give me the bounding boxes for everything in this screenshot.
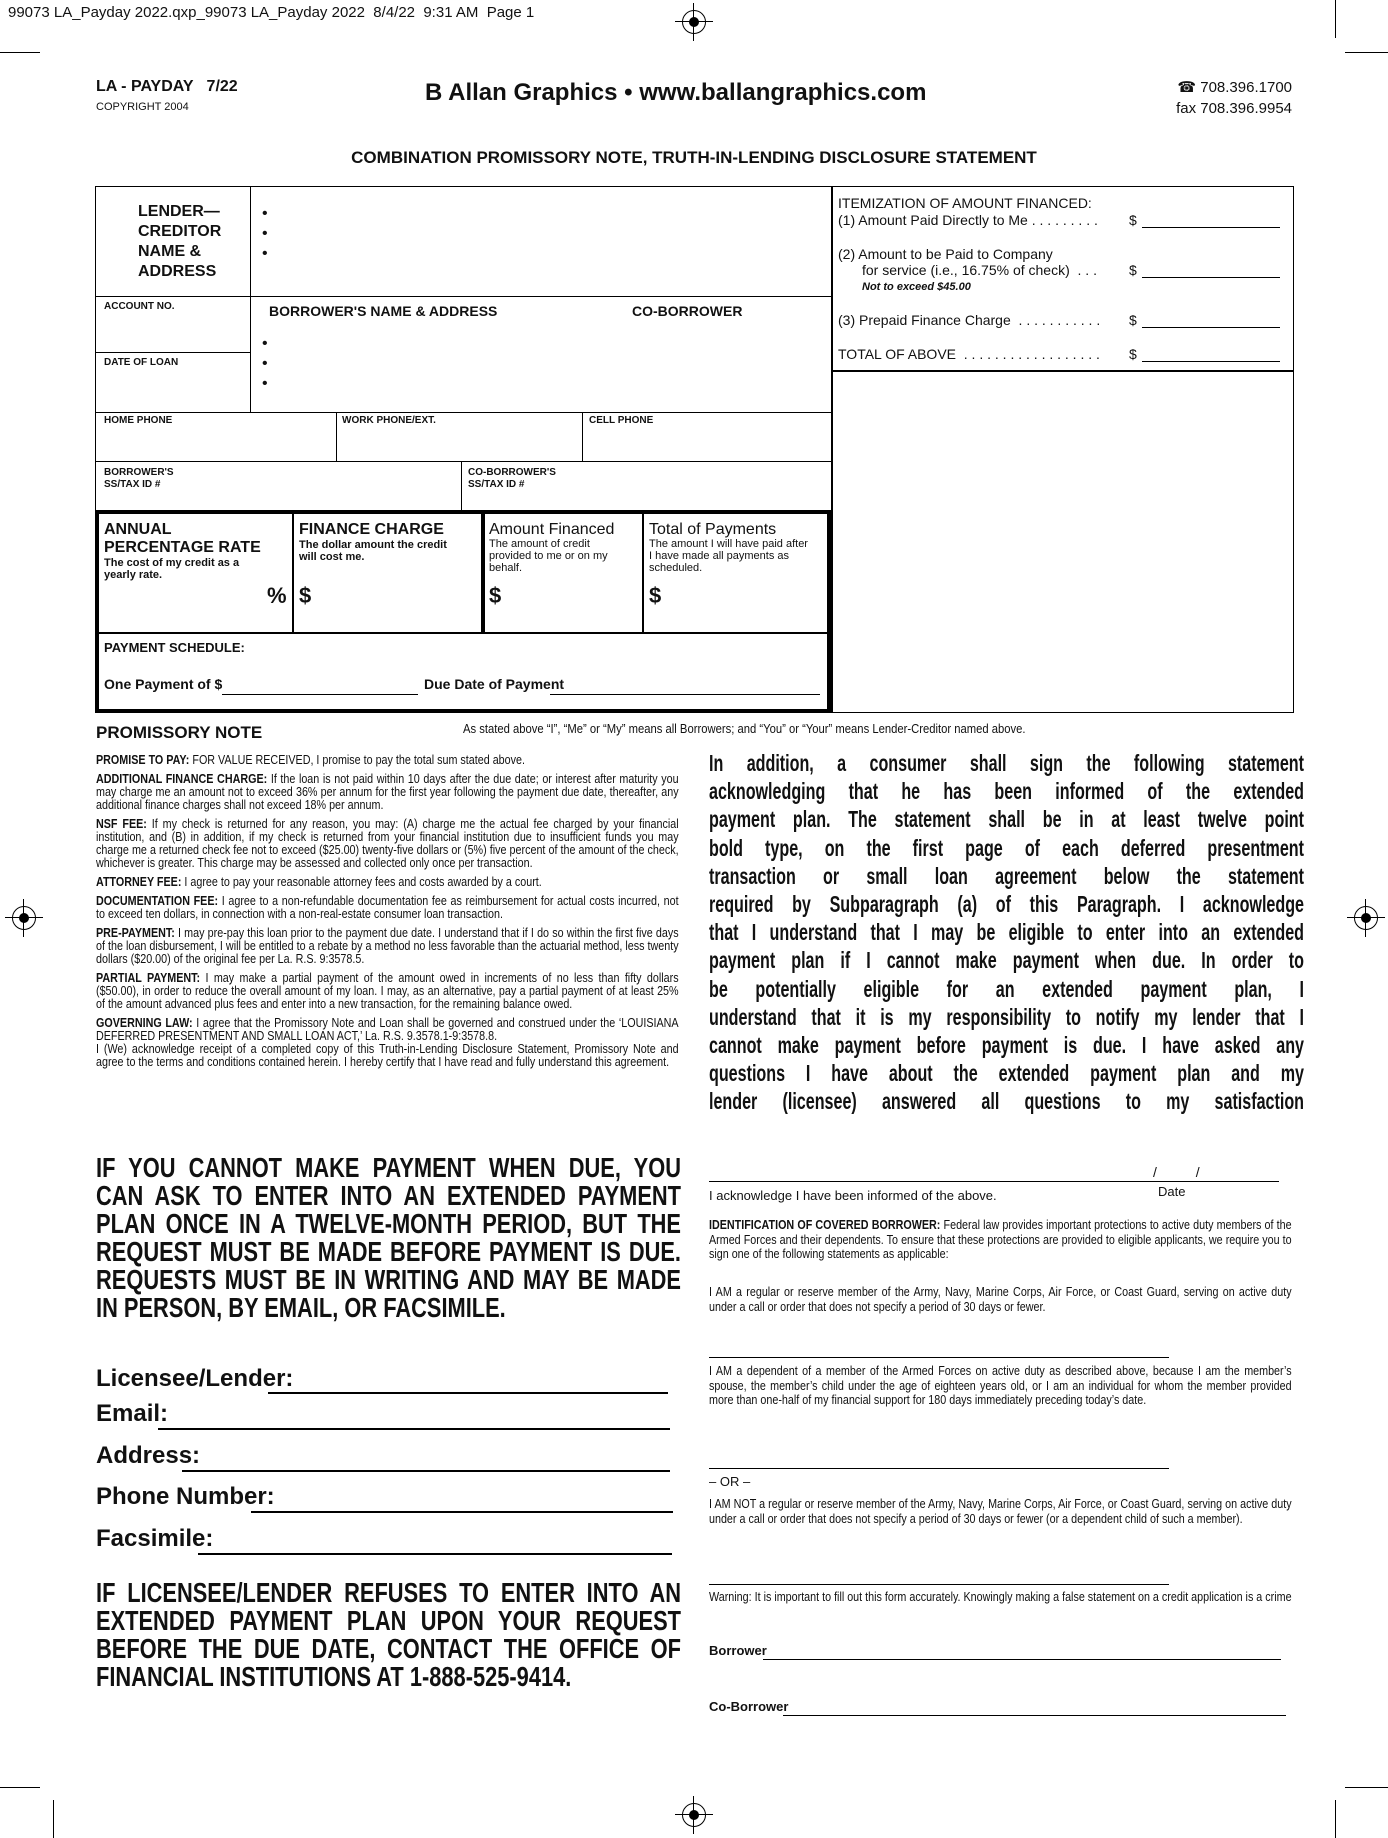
covered-statement-3: I AM NOT a regular or reserve member of the Army, Navy, Marine Corps, Air Force, or Coast Guard, serving on active duty under a call or order that does not specify a period of 30 days or fewer (or a dependent child of such a member). xyxy=(709,1497,1292,1526)
clause: GOVERNING LAW: I agree that the Promissory Note and Loan shall be governed and construed under the ‘LOUISIANA DEFERRED PRESENTMENT AND SMALL LOAN ACT,’ La. R.S. 9.3578.1-9:3578.8. I (We) acknowledge receipt of a completed copy of this Truth-in-Lending Disclosure Statement, Promissory Note and agree to the terms and conditions contained herein. I hereby certify that I have read and fully understand this agreement. xyxy=(96,1016,679,1069)
account-no-label: ACCOUNT NO. xyxy=(104,301,175,312)
itemization-field-1[interactable] xyxy=(1142,227,1280,228)
borrower-signature-field[interactable] xyxy=(763,1659,1281,1660)
divider xyxy=(481,510,485,632)
divider xyxy=(95,632,831,634)
acknowledge-signature-field[interactable] xyxy=(709,1181,1279,1182)
cell-phone-label: CELL PHONE xyxy=(589,415,654,426)
divider xyxy=(292,510,294,632)
clause: PARTIAL PAYMENT: I may make a partial payment of the amount owed in increments of no less than fifty dollars ($50.00), in order to reduce the overall amount of my loan. I may, as an alternative, pay a partial payment of at least 25% of the amount advanced plus fees and enter into a new transaction, for the remaining balance owed. xyxy=(96,971,679,1011)
borrower-signature-label: Borrower xyxy=(709,1643,767,1658)
divider xyxy=(461,461,462,510)
facsimile-field[interactable] xyxy=(198,1553,672,1555)
due-date-field[interactable] xyxy=(550,694,820,695)
licensee-lender-label: Licensee/Lender: xyxy=(96,1365,294,1392)
address-label: Address: xyxy=(96,1442,201,1469)
copyright: COPYRIGHT 2004 xyxy=(96,101,189,113)
total-payments-dollar: $ xyxy=(649,583,662,608)
divider xyxy=(250,186,251,412)
date-slashes: / / xyxy=(1153,1164,1200,1180)
divider xyxy=(642,510,644,632)
lender-address-field[interactable]: • • • xyxy=(262,205,268,262)
form-id: LA - PAYDAY 7/22 xyxy=(96,78,238,95)
home-phone-label: HOME PHONE xyxy=(104,415,173,426)
coborrower-ssn-label: CO-BORROWER'S SS/TAX ID # xyxy=(468,467,556,490)
clause: PROMISE TO PAY: FOR VALUE RECEIVED, I promise to pay the total sum stated above. xyxy=(96,753,525,767)
divider xyxy=(831,186,833,713)
lender-label: LENDER— CREDITOR NAME & ADDRESS xyxy=(138,203,222,280)
divider xyxy=(95,352,250,353)
covered-signature-1[interactable] xyxy=(709,1357,1169,1358)
borrower-header: BORROWER'S NAME & ADDRESS xyxy=(269,303,498,319)
clause: ADDITIONAL FINANCE CHARGE: If the loan is not paid within 10 days after the due date; or interest after maturity you may charge me an amount not to exceed 36% per annum for the first year following the payment due date, thereafter, any additional finance charges shall not exceed 18% per annum. xyxy=(96,772,679,812)
payment-schedule-label: PAYMENT SCHEDULE: xyxy=(104,640,245,655)
divider xyxy=(95,412,831,413)
total-payments-cell: Total of Payments The amount I will have paid after I have made all payments as scheduled. xyxy=(649,521,808,574)
acknowledge-text: I acknowledge I have been informed of the above. xyxy=(709,1188,997,1203)
promissory-note-heading: PROMISSORY NOTE xyxy=(96,723,263,742)
extended-plan-statement: In addition, a consumer shall sign the following statement acknowledging that he has been informed of the extended payment plan. The statement shall be in at least twelve point bold type, on the first page of each deferred presentment transaction or small loan agreement below the statement required by Subparagraph (a) of this Paragraph. I acknowledge that I understand that I may be eligible to enter into an extended payment plan if I cannot make payment when due. In order to be potentially eligible for an extended payment plan, I understand that it is my responsibility to notify my lender that I cannot make payment before payment is due. I have asked any questions I have about the extended payment plan and my lender (licensee) answered all questions to my satisfaction xyxy=(709,750,1304,1115)
itemization-total-field[interactable] xyxy=(1142,361,1280,362)
company-name: B Allan Graphics • www.ballangraphics.com xyxy=(425,79,927,106)
clause: PRE-PAYMENT: I may pre-pay this loan prior to the payment due date. I understand that if I do so within the first five days of the loan disbursement, I will be entitled to a rebate by a method no less favorable than the actuarial method, less twenty dollars ($20.00) of the original fee per La. R.S. 9:3578.5. xyxy=(96,926,679,966)
divider xyxy=(582,412,583,461)
email-field[interactable] xyxy=(158,1428,670,1430)
fax-number: fax 708.396.9954 xyxy=(1176,100,1292,117)
itemization-dollar: $ xyxy=(1129,346,1137,362)
divider xyxy=(831,370,1294,372)
covered-signature-3[interactable] xyxy=(709,1584,1169,1585)
itemization-item-2: (2) Amount to be Paid to Company xyxy=(838,246,1053,262)
one-payment-field[interactable] xyxy=(222,694,418,695)
due-date-label: Due Date of Payment xyxy=(424,676,565,692)
party-definition: As stated above “I”, “Me” or “My” means all Borrowers; and “You” or “Your” means Lender-Creditor named above. xyxy=(463,722,1026,736)
crop-mark xyxy=(53,1800,54,1838)
coborrower-signature-label: Co-Borrower xyxy=(709,1699,789,1714)
amount-financed-cell: Amount Financed The amount of credit provided to me or on my behalf. xyxy=(489,521,615,574)
covered-statement-1: I AM a regular or reserve member of the Army, Navy, Marine Corps, Air Force, or Coast Guard, serving on active duty under a call or order that does not specify a period of 30 days or fewer. xyxy=(709,1285,1292,1314)
crop-mark xyxy=(1345,52,1388,53)
covered-borrower-section: IDENTIFICATION OF COVERED BORROWER: Federal law provides important protections to active duty members of the Armed Forces and their dependents. To ensure that these protections are provided to eligible applicants, we require you to sign one of the following statements as applicable: xyxy=(709,1218,1292,1261)
work-phone-label: WORK PHONE/EXT. xyxy=(342,415,436,426)
finance-charge-dollar: $ xyxy=(299,583,312,608)
phone-number-field[interactable] xyxy=(251,1511,673,1513)
crop-mark xyxy=(1345,1787,1388,1788)
warning-text: Warning: It is important to fill out this form accurately. Knowingly making a false statement on a credit application is a crime xyxy=(709,1590,1292,1604)
one-payment-label: One Payment of $ xyxy=(104,676,223,692)
registration-mark-icon xyxy=(12,906,36,930)
or-separator: – OR – xyxy=(709,1474,751,1489)
divider xyxy=(95,296,831,297)
itemization-item-3: (3) Prepaid Finance Charge . . . . . . . . . . . xyxy=(838,312,1101,328)
finance-charge-cell: FINANCE CHARGE The dollar amount the credit will cost me. xyxy=(299,521,447,563)
crop-mark xyxy=(1335,0,1336,38)
clause: ATTORNEY FEE: I agree to pay your reasonable attorney fees and costs awarded by a court. xyxy=(96,875,542,889)
borrower-ssn-label: BORROWER'S SS/TAX ID # xyxy=(104,467,174,490)
itemization-heading: ITEMIZATION OF AMOUNT FINANCED: xyxy=(838,195,1092,211)
divider xyxy=(336,412,337,461)
crop-mark xyxy=(1335,1800,1336,1838)
itemization-field-3[interactable] xyxy=(1142,327,1280,328)
itemization-dollar: $ xyxy=(1129,212,1137,228)
promissory-clauses xyxy=(96,754,680,1075)
covered-statement-2: I AM a dependent of a member of the Armed Forces on active duty as described above, because I am the member’s spouse, the member’s child under the age of eighteen years old, or I am an individual for whom the member provided more than one-half of my financial support for 180 days immediately preceding today’s date. xyxy=(709,1364,1292,1407)
facsimile-label: Facsimile: xyxy=(96,1525,214,1552)
registration-mark-icon xyxy=(1354,906,1378,930)
itemization-item-2-limit: Not to exceed $45.00 xyxy=(862,281,971,293)
clause: NSF FEE: If my check is returned for any reason, you may: (A) charge me the actual fee charged by your financial institution, and (B) in addition, if my check is returned from your financial institution due to insufficient funds you may charge me a returned check fee not to exceed ($25.00) twenty-five dollars or (5%) five percent of the amount of the check, whichever is greater. This charge may be assessed and collected only once per transaction. xyxy=(96,817,679,870)
covered-signature-2[interactable] xyxy=(709,1468,1169,1469)
coborrower-header: CO-BORROWER xyxy=(632,303,743,319)
phone-number: ☎ 708.396.1700 xyxy=(1177,79,1292,96)
email-label: Email: xyxy=(96,1400,169,1427)
date-label: Date xyxy=(1158,1184,1186,1199)
clause: DOCUMENTATION FEE: I agree to a non-refundable documentation fee as reimbursement for actual costs incurred, not to exceed ten dollars, in connection with a non-real-estate consumer loan transaction. xyxy=(96,894,679,921)
registration-mark-icon xyxy=(682,1803,706,1827)
apr-cell: ANNUAL PERCENTAGE RATE The cost of my credit as a yearly rate. xyxy=(104,521,261,581)
phone-number-label: Phone Number: xyxy=(96,1483,275,1510)
refusal-notice: IF LICENSEE/LENDER REFUSES TO ENTER INTO AN EXTENDED PAYMENT PLAN UPON YOUR REQUEST BEFORE THE DUE DATE, CONTACT THE OFFICE OF FINANCIAL INSTITUTIONS AT 1-888-525-9414. xyxy=(96,1577,681,1692)
coborrower-signature-field[interactable] xyxy=(783,1715,1286,1716)
licensee-lender-field[interactable] xyxy=(268,1392,668,1394)
itemization-item-2b: for service (i.e., 16.75% of check) . . . xyxy=(862,262,1097,278)
crop-mark xyxy=(0,1787,40,1788)
document-title: COMBINATION PROMISSORY NOTE, TRUTH-IN-LENDING DISCLOSURE STATEMENT xyxy=(351,148,1037,167)
divider xyxy=(95,461,831,462)
itemization-dollar: $ xyxy=(1129,312,1137,328)
registration-mark-icon xyxy=(682,10,706,34)
extended-plan-notice: IF YOU CANNOT MAKE PAYMENT WHEN DUE, YOU CAN ASK TO ENTER INTO AN EXTENDED PAYMENT PLAN ONCE IN A TWELVE-MONTH PERIOD, BUT THE REQUEST MUST BE MADE BEFORE PAYMENT IS DUE. REQUESTS MUST BE IN WRITING AND MAY BE MADE IN PERSON, BY EMAIL, OR FACSIMILE. xyxy=(96,1152,681,1323)
file-slug: 99073 LA_Payday 2022.qxp_99073 LA_Payday 2022 8/4/22 9:31 AM Page 1 xyxy=(8,4,535,21)
itemization-item-1: (1) Amount Paid Directly to Me . . . . . . . . . xyxy=(838,212,1098,228)
crop-mark xyxy=(0,52,40,53)
itemization-dollar: $ xyxy=(1129,262,1137,278)
address-field[interactable] xyxy=(182,1470,670,1472)
apr-percent-symbol: % xyxy=(267,583,287,608)
date-of-loan-label: DATE OF LOAN xyxy=(104,357,179,368)
itemization-total: TOTAL OF ABOVE . . . . . . . . . . . . . . . . . . xyxy=(838,346,1100,362)
borrower-address-field[interactable]: • • • xyxy=(262,335,268,392)
amount-financed-dollar: $ xyxy=(489,583,502,608)
itemization-field-2[interactable] xyxy=(1142,277,1280,278)
